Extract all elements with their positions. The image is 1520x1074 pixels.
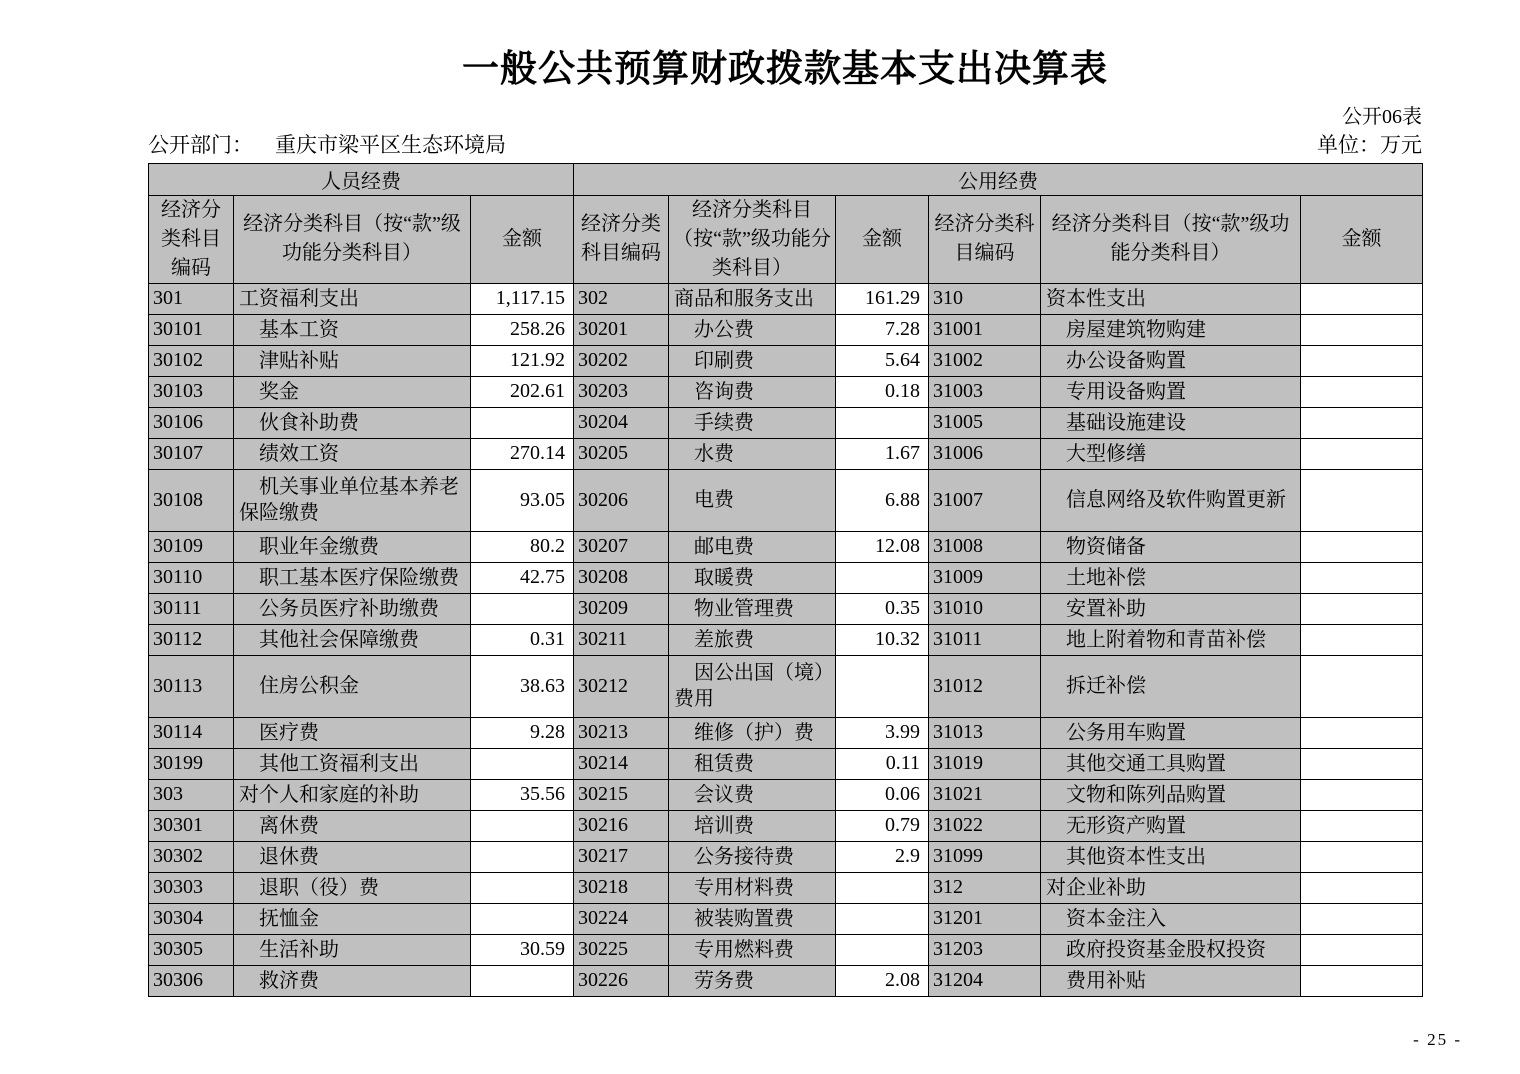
code-cell: 30204 — [574, 407, 669, 438]
code-cell: 31001 — [929, 314, 1041, 345]
code-cell: 31007 — [929, 469, 1041, 531]
code-cell: 31021 — [929, 779, 1041, 810]
code-cell: 30301 — [149, 810, 234, 841]
subject-cell: 医疗费 — [234, 717, 471, 748]
code-cell: 31013 — [929, 717, 1041, 748]
amount-cell: 10.32 — [836, 624, 929, 655]
amount-cell: 270.14 — [471, 438, 574, 469]
amount-cell — [1301, 655, 1423, 717]
subject-cell: 公务用车购置 — [1041, 717, 1301, 748]
amount-cell: 0.18 — [836, 376, 929, 407]
amount-cell: 0.06 — [836, 779, 929, 810]
subject-cell: 印刷费 — [669, 345, 836, 376]
subject-cell: 退休费 — [234, 841, 471, 872]
subject-cell: 物资储备 — [1041, 531, 1301, 562]
amount-cell — [1301, 872, 1423, 903]
subject-cell: 对个人和家庭的补助 — [234, 779, 471, 810]
table-row — [149, 314, 1423, 345]
code-cell: 31099 — [929, 841, 1041, 872]
subject-cell: 绩效工资 — [234, 438, 471, 469]
code-cell: 30114 — [149, 717, 234, 748]
code-cell: 30214 — [574, 748, 669, 779]
code-cell: 30102 — [149, 345, 234, 376]
amount-cell: 0.31 — [471, 624, 574, 655]
code-cell: 30303 — [149, 872, 234, 903]
amount-cell — [1301, 562, 1423, 593]
subject-cell: 水费 — [669, 438, 836, 469]
amount-cell — [836, 562, 929, 593]
code-cell: 31010 — [929, 593, 1041, 624]
code-cell: 31009 — [929, 562, 1041, 593]
code-cell: 30218 — [574, 872, 669, 903]
subject-cell: 办公设备购置 — [1041, 345, 1301, 376]
code-cell: 301 — [149, 283, 234, 314]
table-row — [149, 562, 1423, 593]
subject-cell: 手续费 — [669, 407, 836, 438]
code-cell: 303 — [149, 779, 234, 810]
amount-cell — [836, 872, 929, 903]
page-number: - 25 - — [1413, 1030, 1462, 1049]
code-cell: 31011 — [929, 624, 1041, 655]
amount-cell: 258.26 — [471, 314, 574, 345]
code-cell: 30302 — [149, 841, 234, 872]
amount-cell — [836, 655, 929, 717]
table-head — [149, 163, 1423, 283]
subject-cell: 公务接待费 — [669, 841, 836, 872]
table-row — [149, 934, 1423, 965]
amount-cell: 9.28 — [471, 717, 574, 748]
document-content — [148, 0, 1422, 997]
subject-cell: 信息网络及软件购置更新 — [1041, 469, 1301, 531]
table-row — [149, 438, 1423, 469]
amount-cell: 80.2 — [471, 531, 574, 562]
subject-cell: 土地补偿 — [1041, 562, 1301, 593]
amount-cell — [1301, 407, 1423, 438]
table-row — [149, 283, 1423, 314]
amount-cell — [1301, 965, 1423, 996]
subject-cell: 基础设施建设 — [1041, 407, 1301, 438]
table-number: 公开06表 — [1342, 105, 1422, 128]
amount-cell: 1,117.15 — [471, 283, 574, 314]
code-cell: 31019 — [929, 748, 1041, 779]
code-cell: 31012 — [929, 655, 1041, 717]
amount-cell — [1301, 345, 1423, 376]
code-cell: 30305 — [149, 934, 234, 965]
page-title: 一般公共预算财政拨款基本支出决算表 — [462, 49, 1108, 90]
amount-cell — [471, 748, 574, 779]
table-row — [149, 407, 1423, 438]
subject-cell: 救济费 — [234, 965, 471, 996]
code-cell: 30111 — [149, 593, 234, 624]
amount-cell — [1301, 810, 1423, 841]
subject-cell: 职业年金缴费 — [234, 531, 471, 562]
table-row — [149, 469, 1423, 531]
subject-cell: 离休费 — [234, 810, 471, 841]
code-cell: 30306 — [149, 965, 234, 996]
subject-cell: 邮电费 — [669, 531, 836, 562]
amount-cell: 12.08 — [836, 531, 929, 562]
code-cell: 30212 — [574, 655, 669, 717]
amount-cell — [1301, 531, 1423, 562]
code-cell: 30203 — [574, 376, 669, 407]
code-cell: 30202 — [574, 345, 669, 376]
amount-cell: 202.61 — [471, 376, 574, 407]
code-cell: 30304 — [149, 903, 234, 934]
col-header-code-2: 经济分类科目编码 — [574, 195, 669, 283]
amount-cell: 6.88 — [836, 469, 929, 531]
subject-cell: 职工基本医疗保险缴费 — [234, 562, 471, 593]
code-cell: 30217 — [574, 841, 669, 872]
amount-cell: 2.08 — [836, 965, 929, 996]
code-cell: 30224 — [574, 903, 669, 934]
code-cell: 31203 — [929, 934, 1041, 965]
code-cell: 310 — [929, 283, 1041, 314]
subject-cell: 其他工资福利支出 — [234, 748, 471, 779]
code-cell: 30113 — [149, 655, 234, 717]
amount-cell: 38.63 — [471, 655, 574, 717]
subject-cell: 专用材料费 — [669, 872, 836, 903]
subject-cell: 房屋建筑物购建 — [1041, 314, 1301, 345]
code-cell: 30101 — [149, 314, 234, 345]
col-header-subject-2: 经济分类科目（按“款”级功能分类科目） — [669, 195, 836, 283]
table-row — [149, 345, 1423, 376]
section-personnel-funds: 人员经费 — [149, 163, 574, 195]
table-row — [149, 531, 1423, 562]
col-header-amount-2: 金额 — [836, 195, 929, 283]
subject-cell: 租赁费 — [669, 748, 836, 779]
table-row — [149, 717, 1423, 748]
code-cell: 30201 — [574, 314, 669, 345]
table-row — [149, 965, 1423, 996]
table-row — [149, 376, 1423, 407]
table-row — [149, 624, 1423, 655]
code-cell: 30226 — [574, 965, 669, 996]
subject-cell: 无形资产购置 — [1041, 810, 1301, 841]
department-label: 公开部门： — [148, 132, 253, 157]
amount-cell — [1301, 779, 1423, 810]
department-line — [148, 132, 506, 158]
subject-cell: 安置补助 — [1041, 593, 1301, 624]
code-cell: 312 — [929, 872, 1041, 903]
amount-cell — [471, 407, 574, 438]
subject-cell: 对企业补助 — [1041, 872, 1301, 903]
table-row — [149, 593, 1423, 624]
column-header-row — [149, 195, 1423, 283]
subject-cell: 被装购置费 — [669, 903, 836, 934]
subject-cell: 专用设备购置 — [1041, 376, 1301, 407]
expenditure-table — [148, 163, 1423, 997]
amount-cell: 0.35 — [836, 593, 929, 624]
code-cell: 30112 — [149, 624, 234, 655]
code-cell: 31003 — [929, 376, 1041, 407]
subject-cell: 资本金注入 — [1041, 903, 1301, 934]
subject-cell: 抚恤金 — [234, 903, 471, 934]
subject-cell: 劳务费 — [669, 965, 836, 996]
amount-cell — [1301, 376, 1423, 407]
table-row — [149, 810, 1423, 841]
subject-cell: 因公出国（境）费用 — [669, 655, 836, 717]
col-header-code-1: 经济分类科目编码 — [149, 195, 234, 283]
amount-cell — [471, 872, 574, 903]
code-cell: 31201 — [929, 903, 1041, 934]
subject-cell: 取暖费 — [669, 562, 836, 593]
amount-cell — [471, 903, 574, 934]
amount-cell: 161.29 — [836, 283, 929, 314]
amount-cell — [1301, 903, 1423, 934]
subject-cell: 伙食补助费 — [234, 407, 471, 438]
subject-cell: 住房公积金 — [234, 655, 471, 717]
amount-cell — [1301, 438, 1423, 469]
code-cell: 31204 — [929, 965, 1041, 996]
amount-cell — [836, 934, 929, 965]
amount-cell: 0.11 — [836, 748, 929, 779]
amount-cell — [836, 407, 929, 438]
col-header-code-3: 经济分类科目编码 — [929, 195, 1041, 283]
amount-cell — [1301, 469, 1423, 531]
subject-cell: 商品和服务支出 — [669, 283, 836, 314]
subject-cell: 电费 — [669, 469, 836, 531]
amount-cell — [1301, 283, 1423, 314]
code-cell: 302 — [574, 283, 669, 314]
amount-cell: 42.75 — [471, 562, 574, 593]
amount-cell — [1301, 841, 1423, 872]
amount-cell: 30.59 — [471, 934, 574, 965]
col-header-amount-1: 金额 — [471, 195, 574, 283]
code-cell: 30213 — [574, 717, 669, 748]
amount-cell — [836, 903, 929, 934]
amount-cell — [471, 841, 574, 872]
code-cell: 30107 — [149, 438, 234, 469]
code-cell: 30216 — [574, 810, 669, 841]
subject-cell: 培训费 — [669, 810, 836, 841]
code-cell: 30199 — [149, 748, 234, 779]
subject-cell: 地上附着物和青苗补偿 — [1041, 624, 1301, 655]
amount-cell: 121.92 — [471, 345, 574, 376]
code-cell: 30209 — [574, 593, 669, 624]
subject-cell: 其他社会保障缴费 — [234, 624, 471, 655]
amount-cell: 0.79 — [836, 810, 929, 841]
col-header-amount-3: 金额 — [1301, 195, 1423, 283]
code-cell: 30207 — [574, 531, 669, 562]
subject-cell: 工资福利支出 — [234, 283, 471, 314]
code-cell: 30206 — [574, 469, 669, 531]
table-row — [149, 841, 1423, 872]
table-row — [149, 748, 1423, 779]
code-cell: 30103 — [149, 376, 234, 407]
amount-cell: 3.99 — [836, 717, 929, 748]
code-cell: 30109 — [149, 531, 234, 562]
amount-cell: 1.67 — [836, 438, 929, 469]
code-cell: 30211 — [574, 624, 669, 655]
amount-cell — [1301, 934, 1423, 965]
amount-cell: 7.28 — [836, 314, 929, 345]
table-row — [149, 872, 1423, 903]
subject-cell: 物业管理费 — [669, 593, 836, 624]
code-cell: 31002 — [929, 345, 1041, 376]
subject-cell: 政府投资基金股权投资 — [1041, 934, 1301, 965]
amount-cell: 5.64 — [836, 345, 929, 376]
amount-cell — [471, 810, 574, 841]
amount-cell: 2.9 — [836, 841, 929, 872]
subject-cell: 机关事业单位基本养老保险缴费 — [234, 469, 471, 531]
code-cell: 30208 — [574, 562, 669, 593]
code-cell: 30110 — [149, 562, 234, 593]
code-cell: 30205 — [574, 438, 669, 469]
col-header-subject-1: 经济分类科目（按“款”级功能分类科目） — [234, 195, 471, 283]
subject-cell: 拆迁补偿 — [1041, 655, 1301, 717]
subject-cell: 奖金 — [234, 376, 471, 407]
table-row — [149, 655, 1423, 717]
code-cell: 31006 — [929, 438, 1041, 469]
subject-cell: 生活补助 — [234, 934, 471, 965]
subject-cell: 基本工资 — [234, 314, 471, 345]
subject-cell: 咨询费 — [669, 376, 836, 407]
subject-cell: 维修（护）费 — [669, 717, 836, 748]
table-body — [149, 283, 1423, 996]
subject-cell: 差旅费 — [669, 624, 836, 655]
subject-cell: 费用补贴 — [1041, 965, 1301, 996]
col-header-subject-3: 经济分类科目（按“款”级功能分类科目） — [1041, 195, 1301, 283]
meta-row — [148, 132, 1422, 158]
subject-cell: 津贴补贴 — [234, 345, 471, 376]
subject-cell: 办公费 — [669, 314, 836, 345]
amount-cell — [1301, 314, 1423, 345]
amount-cell — [1301, 593, 1423, 624]
code-cell: 31022 — [929, 810, 1041, 841]
code-cell: 30225 — [574, 934, 669, 965]
amount-cell: 35.56 — [471, 779, 574, 810]
table-row — [149, 779, 1423, 810]
amount-cell: 93.05 — [471, 469, 574, 531]
amount-cell — [1301, 717, 1423, 748]
subject-cell: 资本性支出 — [1041, 283, 1301, 314]
unit-label: 单位：万元 — [1317, 132, 1422, 157]
code-cell: 31008 — [929, 531, 1041, 562]
subject-cell: 其他资本性支出 — [1041, 841, 1301, 872]
section-public-funds: 公用经费 — [574, 163, 1423, 195]
subject-cell: 大型修缮 — [1041, 438, 1301, 469]
department-value: 重庆市梁平区生态环境局 — [275, 132, 506, 157]
code-cell: 30108 — [149, 469, 234, 531]
table-row — [149, 903, 1423, 934]
amount-cell — [471, 593, 574, 624]
subject-cell: 退职（役）费 — [234, 872, 471, 903]
subject-cell: 会议费 — [669, 779, 836, 810]
amount-cell — [471, 965, 574, 996]
subject-cell: 专用燃料费 — [669, 934, 836, 965]
section-header-row — [149, 163, 1423, 195]
subject-cell: 其他交通工具购置 — [1041, 748, 1301, 779]
amount-cell — [1301, 748, 1423, 779]
subject-cell: 文物和陈列品购置 — [1041, 779, 1301, 810]
code-cell: 30106 — [149, 407, 234, 438]
amount-cell — [1301, 624, 1423, 655]
code-cell: 30215 — [574, 779, 669, 810]
code-cell: 31005 — [929, 407, 1041, 438]
subject-cell: 公务员医疗补助缴费 — [234, 593, 471, 624]
